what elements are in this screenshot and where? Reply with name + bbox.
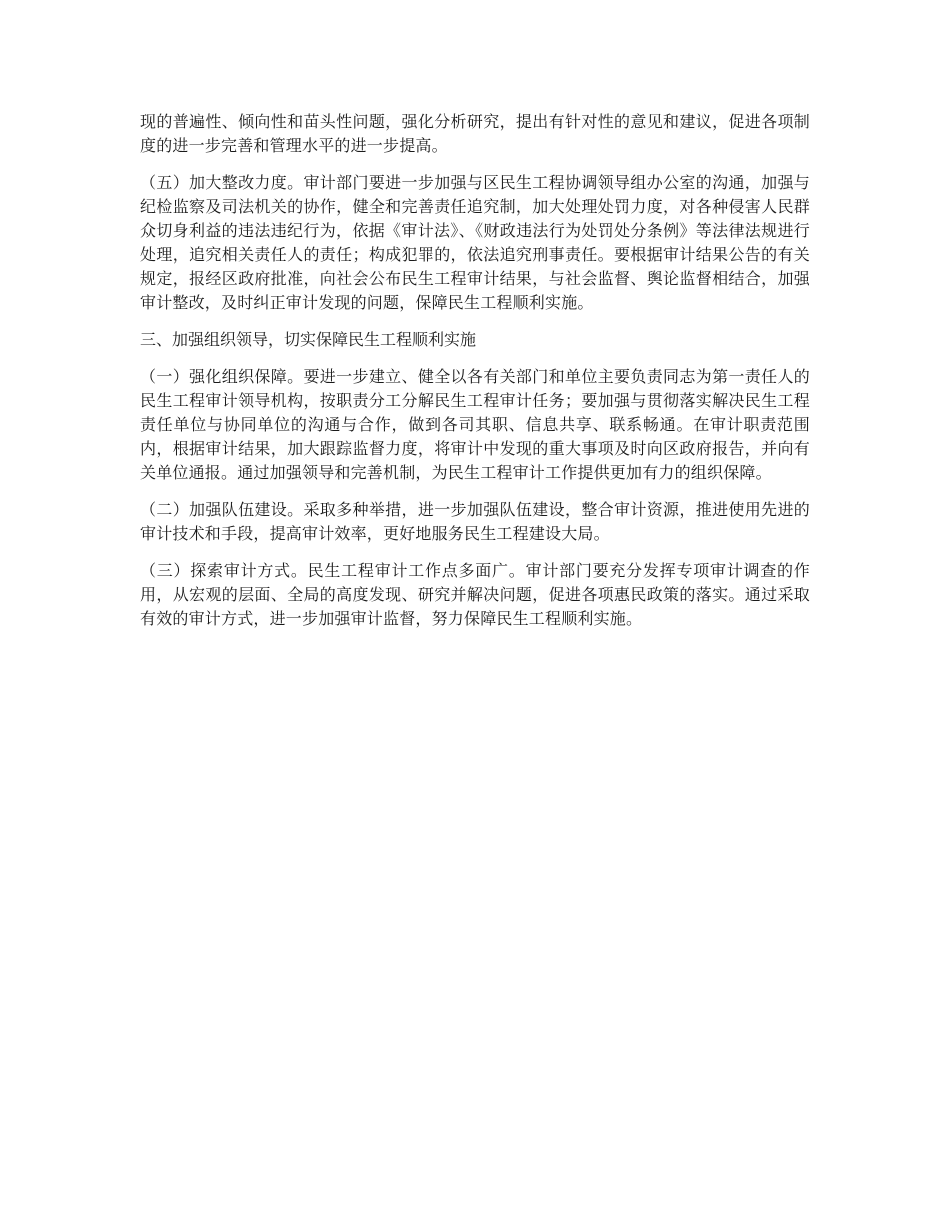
paragraph-organizational-guarantee: （一）强化组织保障。要进一步建立、健全以各有关部门和单位主要负责同志为第一责任人的民生工程审计领导机构，按职责分工分解民生工程审计任务；要加强与贯彻落实解决民生工程责任单位与协同单位的沟通与合作，做到各司其职、信息共享、联系畅通。在审计职责范围内，根据审计结果，加大跟踪监督力度，将审计中发现的重大事项及时向区政府报告，并向有关单位通报。通过加强领导和完善机制，为民生工程审计工作提供更加有力的组织保障。: [140, 367, 810, 482]
paragraph-rectification: （五）加大整改力度。审计部门要进一步加强与区民生工程协调领导组办公室的沟通，加强与纪检监察及司法机关的协作，健全和完善责任追究制，加大处理处罚力度，对各种侵害人民群众切身利益的违法违纪行为，依据《审计法》、《财政违法行为处罚处分条例》等法律法规进行处理，追究相关责任人的责任；构成犯罪的，依法追究刑事责任。要根据审计结果公告的有关规定，报经区政府批准，向社会公布民生工程审计结果，与社会监督、舆论监督相结合，加强审计整改，及时纠正审计发现的问题，保障民生工程顺利实施。: [140, 173, 810, 312]
document-page: [140, 110, 810, 644]
paragraph-continued-intro: 现的普遍性、倾向性和苗头性问题，强化分析研究，提出有针对性的意见和建议，促进各项制度的进一步完善和管理水平的进一步提高。: [140, 112, 810, 155]
paragraph-audit-methods: （三）探索审计方式。民生工程审计工作点多面广。审计部门要充分发挥专项审计调查的作用，从宏观的层面、全局的高度发现、研究并解决问题，促进各项惠民政策的落实。通过采取有效的审计方式，进一步加强审计监督，努力保障民生工程顺利实施。: [140, 561, 810, 628]
paragraph-team-building: （二）加强队伍建设。采取多种举措，进一步加强队伍建设，整合审计资源，推进使用先进的审计技术和手段，提高审计效率，更好地服务民生工程建设大局。: [140, 500, 810, 543]
section-heading-three: 三、加强组织领导，切实保障民生工程顺利实施: [140, 330, 477, 349]
